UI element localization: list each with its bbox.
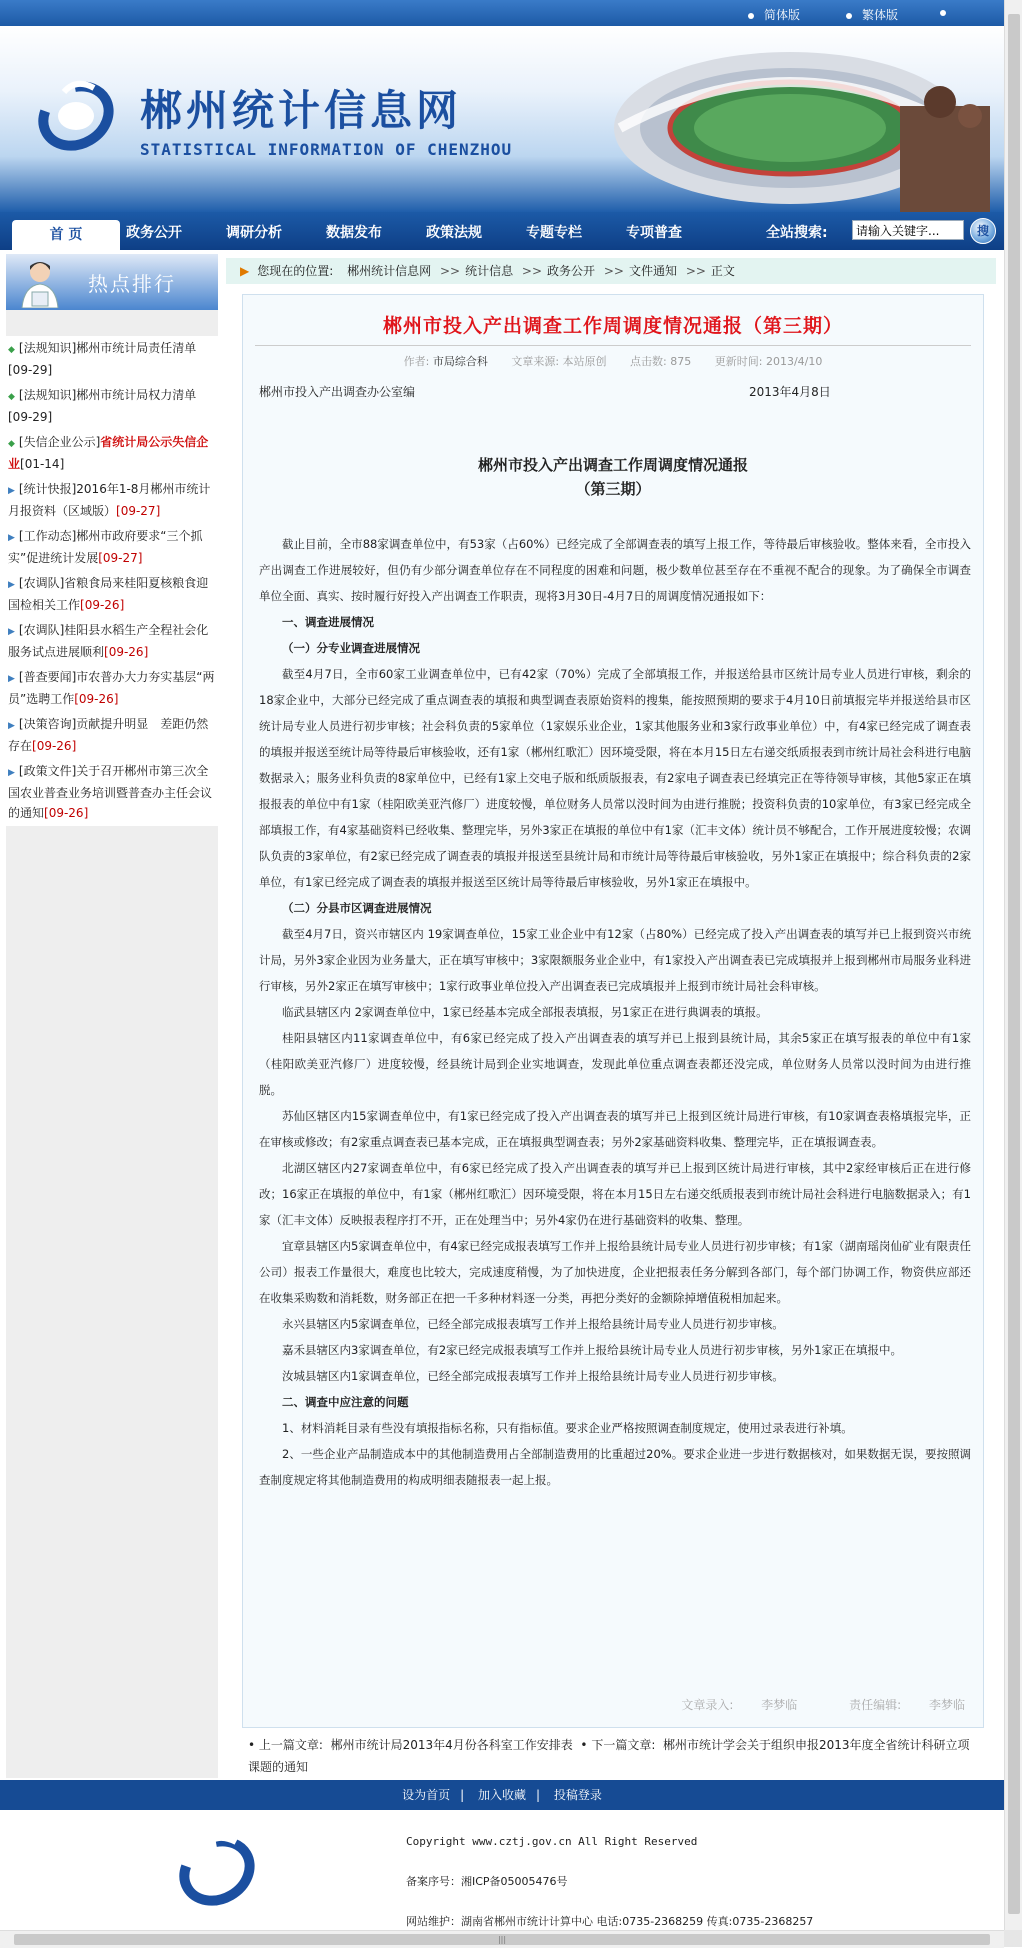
paragraph: 桂阳县辖区内11家调查单位中，有6家已经完成了投入产出调查表的填写并已上报到县统计局，其余5家正在填写报表的单位中有1家（桂阳欧美亚汽修厂）进度较慢，经县统计局到企业实地调查，发现此单位重点调查表都还没完成，单位财务人员常以没时间为由进行推脱。 [259,1031,971,1097]
horizontal-scrollbar[interactable] [0,1930,1004,1948]
bullet-icon: ▶ [8,768,15,778]
sidebar [6,254,218,1778]
list-item[interactable]: ◆ [失信企业公示]省统计局公示失信企业[01-14] [6,430,218,477]
chevron-right-icon: >> [439,264,461,278]
breadcrumb-gov[interactable]: 政务公开 [547,264,596,278]
search-input[interactable] [852,220,964,240]
section-heading: 二、调查中应注意的问题 [282,1395,409,1409]
top-bar [0,0,1004,26]
stadium-image-icon [600,36,1004,212]
copyright: Copyright www.cztj.gov.cn All Right Reserved [406,1835,698,1848]
reader-avatar-icon [18,258,62,308]
breadcrumb-home[interactable]: 郴州统计信息网 [347,264,432,278]
paragraph: 截至4月7日，全市60家工业调查单位中，已有42家（70%）完成了全部填报工作，并报送给县市区统计局专业人员进行审核，剩余的18家企业中，大部分已经完成了重点调查表的填报和典型调查表原始资料的搜集，能按照预期的要求于4月10日前填报完毕并报送给县市区统计局专业人员进行初步审核；社会科负责的5家单位（1家娱乐业企业，1家其他服务业和3家行政事业单位）中，有4家已经完成了调查表的填报并报送至统计局等待最后审核验收，还有1家（郴州红歌汇）因环境受限，将在本月15日左右递交纸质报表到市统计局社会科进行电脑数据录入；服务业科负责的8家单位中，已经有1家上交电子版和纸质版报表，有2家电子调查表已经填完正在等待领导审核，其他5家正在填报报表的单位中有1家（桂阳欧美亚汽修厂）进度较慢，单位财务人员常以没时间为由进行推脱；投资科负责的10家单位，有3家已经完成全部填报工作，有4家基础资料已经收集、整理完毕，另外3家正在填报的单位中有1家（汇丰文体）统计员不够配合，工作开展进度较慢；农调队负责的3家单位，有2家已经完成了调查表的填报并报送至县统计局和市统计局等待最后审核验收，另外1家正在填报中；综合科负责的2家单位，有1家已经完成了调查表的填报并报送至区统计局等待最后审核验收，另外1家正在填报中。 [259,667,971,889]
nav-research[interactable]: 调研分析 [226,225,282,241]
footer-logo-icon [174,1826,260,1912]
section-heading: （一）分专业调查进展情况 [282,641,420,655]
traditional-link[interactable]: 繁体版 [846,6,898,23]
issuer: 郴州市投入产出调查办公室编 [259,385,416,399]
bullet-icon: ▶ [8,721,15,731]
breadcrumb-current: 正文 [710,264,735,278]
paragraph: 嘉禾县辖区内3家调查单位，有2家已经完成报表填写工作并上报给县统计局专业人员进行初步审核，另外1家正在填报中。 [282,1343,902,1357]
search-button[interactable]: 搜 [970,218,996,244]
chevron-right-icon: >> [603,264,624,278]
list-item[interactable]: ▶ [普查要闻]市农普办大力夯实基层“两员”选聘工作[09-26] [6,665,218,712]
main-nav [0,212,1004,250]
list-item[interactable]: ▶ [政策文件]关于召开郴州市第三次全国农业普查业务培训暨普查办主任会议的通知[09-26] [6,759,218,826]
chevron-right-icon: >> [685,264,706,278]
list-item[interactable]: ◆ [法规知识]郴州市统计局权力清单 [09-29] [6,383,218,430]
paragraph: 汝城县辖区内1家调查单位，已经全部完成报表填写工作并上报给县统计局专业人员进行初步审核。 [282,1369,784,1383]
document-title: 郴州市投入产出调查工作周调度情况通报 （第三期） [477,456,748,498]
nav-policy[interactable]: 政策法规 [426,225,482,241]
nav-home[interactable]: 首 页 [12,220,120,250]
breadcrumb: ▶ 您现在的位置: 郴州统计信息网 >> 统计信息 >> 政务公开 >> 文件通知 >> 正文 [226,258,996,284]
scroll-corner [1004,1930,1022,1947]
paragraph: 永兴县辖区内5家调查单位，已经全部完成报表填写工作并上报给县统计局专业人员进行初步审核。 [282,1317,784,1331]
page-title: 郴州市投入产出调查工作周调度情况通报（第三期） [382,315,843,337]
bullet-icon: ▶ [8,486,15,496]
submit-login-link[interactable]: 投稿登录 [553,1788,602,1802]
nav-topics[interactable]: 专题专栏 [526,225,582,241]
search-label: 全站搜索: [766,225,828,241]
paragraph: 2、一些企业产品制造成本中的其他制造费用占全部制造费用的比重超过20%。要求企业进一步进行数据核对，如果数据无误，要按照调查制度规定将其他制造费用的构成明细表随报表一起上报。 [259,1447,971,1487]
footer-info [406,1822,813,1942]
arrow-icon: ▶ [240,264,250,278]
maintainer: 网站维护：湖南省郴州市统计计算中心 电话:0735-2368259 传真:0735-2368257 [406,1915,814,1928]
paragraph: 截至4月7日，资兴市辖区内 19家调查单位，15家工业企业中有12家（占80%）已经完成了投入产出调查表的填写并已上报到资兴市统计局，另外3家企业因为业务量大，正在填写审核中；3家限额服务业企业中，有1家投入产出调查表已完成填报并上报到郴州市局服务业科进行审核，另外2家正在填写审核中；1家行政事业单位投入产出调查表已完成填报并上报到市统计局社会科审核。 [259,927,971,993]
article [242,294,984,1728]
simplified-link[interactable]: 简体版 [748,6,800,23]
site-subtitle: STATISTICAL INFORMATION OF CHENZHOU [140,140,513,159]
hot-list [6,336,218,826]
prev-article-link[interactable]: 郴州市统计局2013年4月份各科室工作安排表 [330,1738,573,1752]
list-item[interactable]: ▶ [决策咨询]贡献提升明显 差距仍然存在[09-26] [6,712,218,759]
bullet-icon: ◆ [8,345,15,355]
breadcrumb-stats[interactable]: 统计信息 [465,264,514,278]
bullet-icon [846,13,852,19]
paragraph: 苏仙区辖区内15家调查单位中，有1家已经完成了投入产出调查表的填写并已上报到区统计局进行审核，有10家调查表格填报完毕，正在审核或修改；有2家重点调查表已基本完成，正在填报典型调查表；另外2家基础资料收集、整理完毕，正在填报调查表。 [259,1109,971,1149]
footer-links: 设为首页 | 加入收藏 | 投稿登录 [0,1780,1004,1810]
header-banner [0,26,1004,212]
list-item[interactable]: ▶ [统计快报]2016年1-8月郴州市统计月报资料（区域版）[09-27] [6,477,218,524]
nav-gov-affairs[interactable]: 政务公开 [126,225,182,241]
vertical-scrollbar[interactable] [1004,0,1022,1930]
paragraph: 北湖区辖区内27家调查单位中，有6家已经完成了投入产出调查表的填写并已上报到区统计局进行审核，其中2家经审核后正在进行修改；16家正在填报的单位中，有1家（郴州红歌汇）因环境受限，将在本月15日左右递交纸质报表到市统计局社会科进行电脑数据录入；有1家（汇丰文体）反映报表程序打不开，正在处理当中；另外4家仍在进行基础资料的收集、整理。 [259,1161,971,1227]
divider [255,345,971,346]
site-logo-icon [34,72,118,156]
bullet-icon: ▶ [8,580,15,590]
sidebar-title: 热点排行 [88,272,176,296]
paragraph: 临武县辖区内 2家调查单位中，1家已经基本完成全部报表填报，另1家正在进行典调表的填报。 [282,1005,768,1019]
bullet-icon [748,13,754,19]
scroll-thumb[interactable]: ||| [14,1934,990,1945]
bullet-icon: ◆ [8,439,15,449]
article-meta: 作者: 市局综合科 文章来源: 本站原创 点击数: 875 更新时间: 2013/4/10 [403,355,823,368]
prev-next-links: • 上一篇文章: 郴州市统计局2013年4月份各科室工作安排表 • 下一篇文章: 郴州市统计学会关于组织申报2013年度全省统计科研立项课题的通知 [248,1738,970,1774]
paragraph: 截止目前，全市88家调查单位中，有53家（占60%）已经完成了全部调查表的填写上报工作，等待最后审核验收。整体来看，全市投入产出调查工作进展较好，但仍有少部分调查单位存在不同程度的困难和问题，极少数单位甚至存在不重视不配合的现象。为了确保全市调查单位全面、真实、按时履行好投入产出调查工作职责，现将3月30日-4月7日的周调度情况通报如下： [259,537,971,603]
sidebar-header [6,254,218,310]
list-item[interactable]: ▶ [工作动态]郴州市政府要求“三个抓实”促进统计发展[09-27] [6,524,218,571]
section-heading: 一、调查进展情况 [282,615,374,629]
bullet-icon: ▶ [8,533,15,543]
list-item[interactable]: ▶ [农调队]桂阳县水稻生产全程社会化服务试点进展顺利[09-26] [6,618,218,665]
article-editors: 文章录入: 李梦临 责任编辑: 李梦临 [681,1698,965,1712]
scroll-thumb[interactable] [1008,14,1020,1914]
add-favorite-link[interactable]: 加入收藏 [477,1788,526,1802]
issue-date: 2013年4月8日 [749,385,831,399]
next-article-link[interactable]: 郴州市统计学会关于组织申报2013年度全省统计科研立项课题的通知 [248,1738,970,1774]
bullet-icon: ▶ [8,674,15,684]
paragraph: 1、材料消耗目录有些没有填报指标名称，只有指标值。要求企业严格按照调查制度规定，使用过录表进行补填。 [282,1421,853,1435]
list-item[interactable]: ▶ [农调队]省粮食局来桂阳夏核粮食迎国检相关工作[09-26] [6,571,218,618]
article-body [259,531,971,1493]
set-homepage-link[interactable]: 设为首页 [402,1788,451,1802]
bullet-icon: ▶ [8,627,15,637]
list-item[interactable]: ◆ [法规知识]郴州市统计局责任清单 [09-29] [6,336,218,383]
breadcrumb-notices[interactable]: 文件通知 [628,264,677,278]
bullet-icon: ◆ [8,392,15,402]
paragraph: 宜章县辖区内5家调查单位中，有4家已经完成报表填写工作并上报给县统计局专业人员进行初步审核；有1家（湖南瑶岗仙矿业有限责任公司）报表工作量很大，难度也比较大，完成速度稍慢，为了加快进度，企业把报表任务分解到各部门，每个部门协调工作，物资供应部还在收集采购数和消耗数，财务部正在把一千多种材料逐一分类，再把分类好的金额除掉增值税相加起来。 [259,1239,971,1305]
icp-number: 备案序号：湘ICP备05005476号 [406,1875,568,1888]
section-heading: （二）分县市区调查进展情况 [282,901,432,915]
nav-data-release[interactable]: 数据发布 [326,225,382,241]
site-title: 郴州统计信息网 [140,86,463,135]
chevron-right-icon: >> [521,264,543,278]
nav-census[interactable]: 专项普查 [626,225,682,241]
bullet-icon [940,10,946,16]
